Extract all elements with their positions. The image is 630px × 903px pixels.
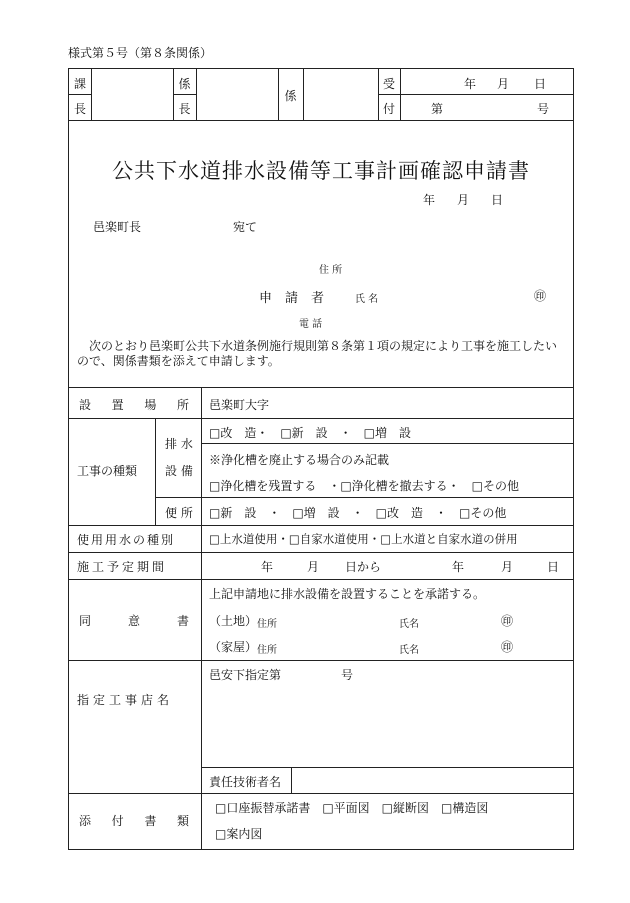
attachments-label: 添 付 書 類 [79, 814, 189, 828]
location-value: 邑楽町大字 [209, 398, 270, 412]
period-label: 施工予定期間 [77, 560, 168, 574]
page-title: 公共下水道排水設備等工事計画確認申請書 [112, 159, 530, 183]
applicant-label: 申 請 者 [259, 291, 325, 306]
address-label: 住 所 [319, 265, 343, 276]
consent-land-addr: 住所 [257, 619, 277, 630]
toilet-label: 便 所 [165, 506, 193, 520]
date-year: 年 [423, 193, 436, 207]
contractor-suffix: 号 [341, 668, 354, 682]
attachments-options[interactable]: □口座振替承諾書 □平面図 □縦断図 □構造図 [215, 801, 489, 815]
addressee-suffix: 宛て [233, 220, 258, 234]
location-label: 設 置 場 所 [79, 398, 189, 412]
seal-icon: ㊞ [534, 289, 547, 303]
contractor-label: 指定工事店名 [77, 693, 174, 707]
receipt-number-dai: 第 [431, 102, 444, 116]
period-month-1: 月 [307, 560, 320, 574]
ka-label-2: 長 [73, 102, 86, 116]
name-label: 氏 名 [355, 294, 379, 305]
period-day-2: 日 [547, 560, 560, 574]
consent-house: （家屋） [209, 640, 258, 654]
date-month: 月 [457, 193, 470, 207]
receipt-day: 日 [534, 77, 547, 91]
water-label: 使用用水の種別 [77, 533, 176, 547]
consent-land: （土地） [209, 614, 258, 628]
application-form [68, 121, 574, 850]
receipt-month: 月 [497, 77, 510, 91]
toilet-options[interactable]: □新 設 ・ □増 設 ・ □改 造 ・ □その他 [209, 506, 507, 520]
seal-icon: ㊞ [501, 640, 514, 654]
period-year-2: 年 [452, 560, 465, 574]
addressee-name: 邑楽町長 [93, 220, 142, 234]
statement: 次のとおり邑楽町公共下水道条例施行規則第８条第１項の規定により工事を施工したいので、関係書類を添えて申請します。 [77, 339, 558, 368]
form-number: 様式第５号（第８条関係） [68, 46, 213, 60]
kakari-label: 係 [284, 89, 297, 103]
receipt-number-go: 号 [537, 102, 550, 116]
engineer-label: 責任技術者名 [209, 775, 282, 789]
consent-house-name: 氏名 [399, 645, 419, 656]
drain-options[interactable]: □改 造・ □新 設 ・ □増 設 [209, 426, 412, 440]
seal-icon: ㊞ [501, 614, 514, 628]
receipt-year: 年 [464, 77, 477, 91]
ka-label-1: 課 [73, 77, 86, 91]
consent-text: 上記申請地に排水設備を設置することを承諾する。 [209, 587, 486, 601]
approval-strip [68, 68, 574, 121]
phone-label: 電 話 [299, 319, 323, 330]
date-day: 日 [491, 193, 504, 207]
kakari-label-2: 長 [178, 102, 191, 116]
consent-label: 同 意 書 [79, 614, 189, 628]
kakari-label-1: 係 [178, 77, 191, 91]
septic-note: ※浄化槽を廃止する場合のみ記載 [209, 453, 390, 467]
septic-options[interactable]: □浄化槽を残置する ・□浄化槽を撤去する・ □その他 [209, 479, 520, 493]
period-month-2: 月 [501, 560, 514, 574]
period-day-1: 日から [345, 560, 382, 574]
consent-land-name: 氏名 [399, 619, 419, 630]
work-type-label: 工事の種類 [77, 464, 138, 478]
drain-label-1: 排 水 [165, 437, 193, 451]
water-options[interactable]: □上水道使用・□自家水道使用・□上水道と自家水道の併用 [209, 532, 518, 546]
uketsuke-label-1: 受 [382, 77, 395, 91]
drain-label-2: 設 備 [165, 464, 193, 478]
consent-house-addr: 住所 [257, 645, 277, 656]
period-year-1: 年 [261, 560, 274, 574]
contractor-prefix: 邑安下指定第 [209, 668, 282, 682]
uketsuke-label-2: 付 [382, 102, 395, 116]
attachments-options-2[interactable]: □案内図 [215, 827, 263, 841]
